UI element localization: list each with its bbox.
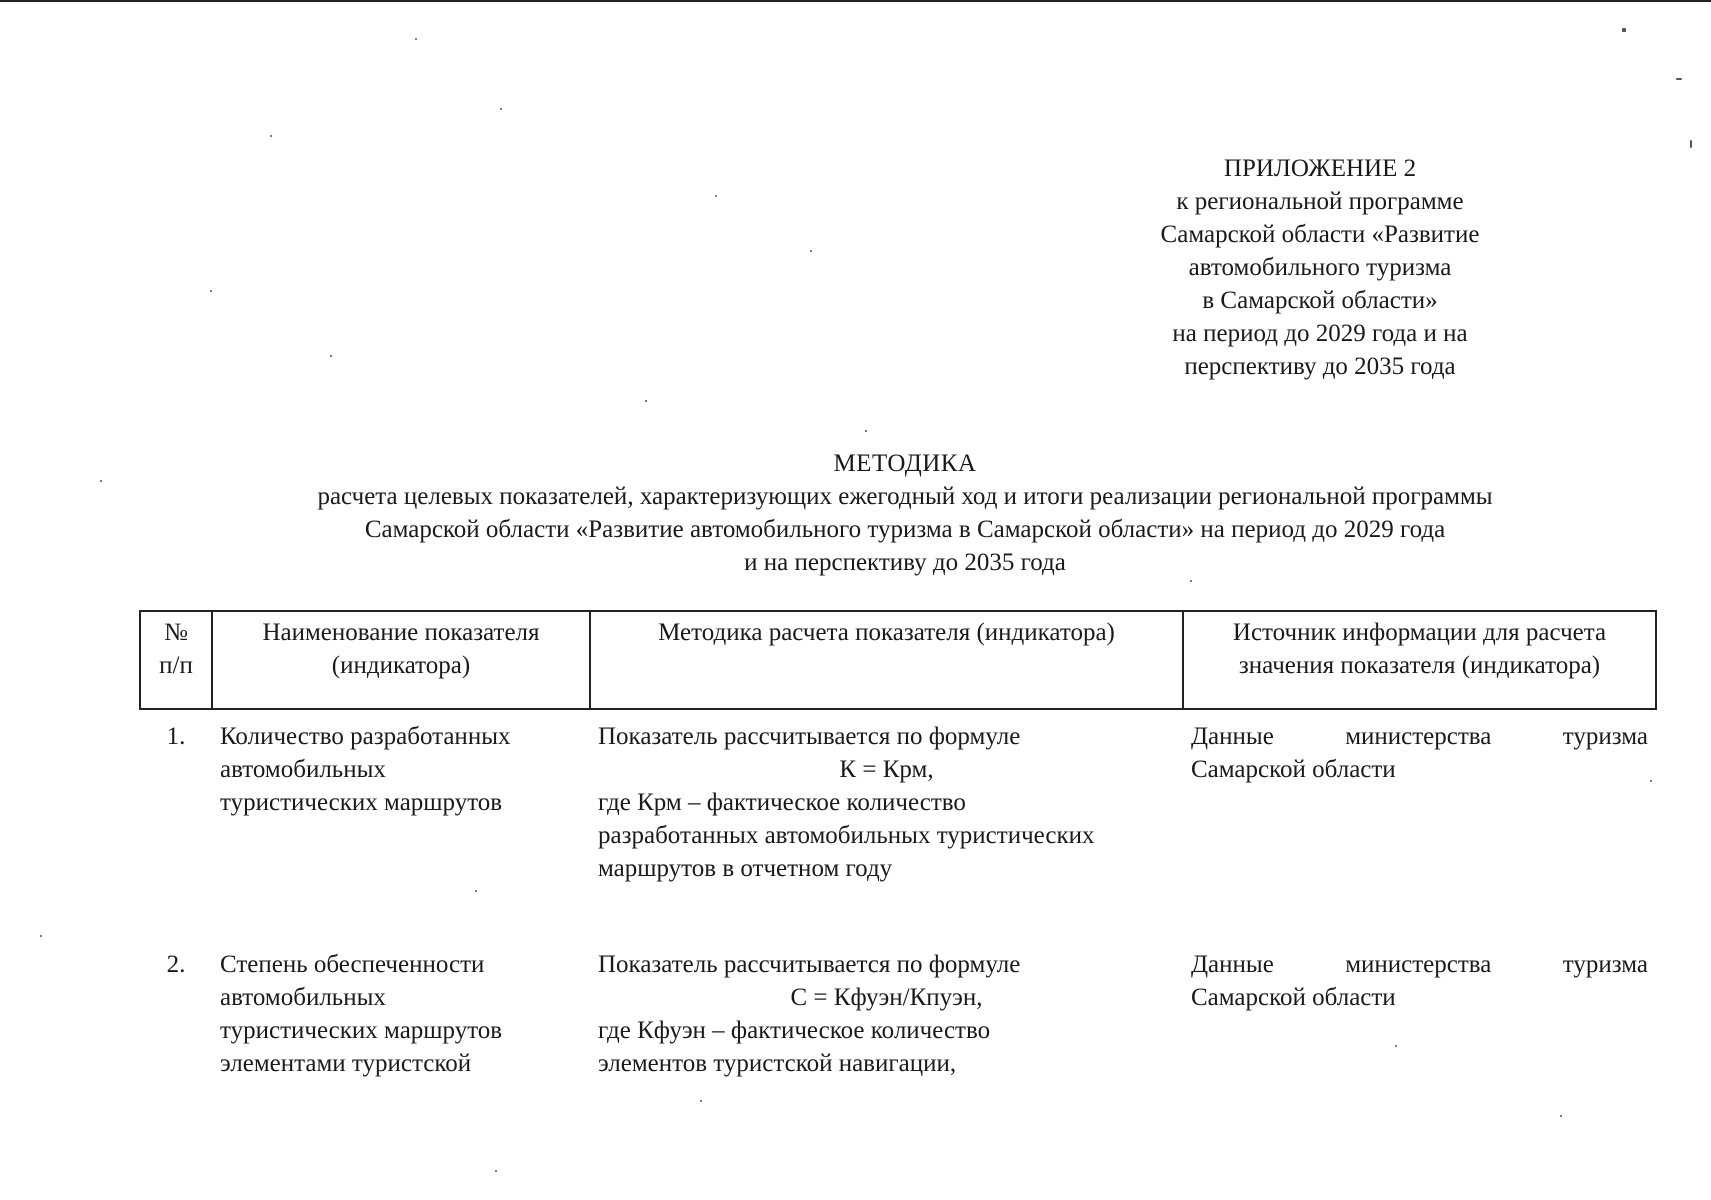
title-subline: и на перспективу до 2035 года	[744, 549, 1066, 576]
document-title	[150, 447, 1660, 579]
appendix-header	[1110, 152, 1530, 383]
header-num: № п/п	[140, 611, 212, 709]
table-row	[140, 709, 1656, 938]
scan-speck	[330, 355, 332, 357]
scan-speck	[700, 1100, 702, 1102]
scan-speck	[495, 1170, 497, 1172]
indicator-name-cell: Степень обеспеченности автомобильных туристических маршрутов элементами туристской	[220, 951, 503, 1077]
table-row	[140, 938, 1656, 1080]
header-name: Наименование показателя (индикатора)	[212, 611, 590, 709]
appendix-line: к региональной программе	[1176, 188, 1464, 215]
scan-speck	[210, 290, 212, 292]
scan-speck	[500, 108, 502, 110]
title-main: МЕТОДИКА	[833, 450, 977, 477]
scan-speck	[865, 430, 867, 432]
scan-speck	[1676, 78, 1682, 80]
scan-speck	[715, 195, 717, 197]
source-line: Данные министерства туризма	[1191, 723, 1648, 750]
method-cell: Показатель рассчитывается по формуле С = Кфуэн/Кпуэн, где Кфуэн – фактическое количество элементов туристской навигации,	[590, 938, 1183, 1080]
method-intro: Показатель рассчитывается по формуле	[598, 951, 1021, 978]
appendix-line: на период до 2029 года и на	[1172, 320, 1468, 347]
source-cell: Данные министерства туризма Самарской области	[1183, 709, 1656, 938]
top-border-rule	[0, 0, 1711, 2]
scan-speck	[475, 890, 477, 892]
appendix-line: ПРИЛОЖЕНИЕ 2	[1223, 155, 1417, 182]
appendix-line: перспективу до 2035 года	[1184, 353, 1456, 380]
indicator-name-cell: Количество разработанных автомобильных туристических маршрутов	[220, 723, 511, 816]
scan-speck	[415, 38, 417, 40]
source-line: Данные министерства туризма	[1191, 951, 1648, 978]
source-cell: Данные министерства туризма Самарской области	[1183, 938, 1656, 1080]
indicators-table	[139, 610, 1657, 1080]
scan-speck	[645, 400, 647, 402]
header-method: Методика расчета показателя (индикатора)	[590, 611, 1183, 709]
scan-speck	[1690, 140, 1692, 148]
scan-speck	[40, 935, 42, 937]
scan-speck	[1622, 28, 1626, 32]
method-cell: Показатель рассчитывается по формуле К = Крм, где Крм – фактическое количество разработанных автомобильных туристических маршрутов в отчетном году	[590, 709, 1183, 938]
indicators-table-wrapper	[139, 610, 1655, 1080]
scan-speck	[270, 135, 272, 137]
appendix-line: автомобильного туризма	[1188, 254, 1452, 281]
formula: К = Крм,	[839, 756, 934, 783]
appendix-line: Самарской области «Развитие	[1160, 221, 1480, 248]
row-number: 1.	[166, 723, 186, 750]
scan-speck	[1560, 1115, 1562, 1117]
scan-speck	[1395, 1045, 1397, 1047]
scan-speck	[810, 250, 812, 252]
formula: С = Кфуэн/Кпуэн,	[790, 984, 983, 1011]
title-subline: Самарской области «Развитие автомобильного туризма в Самарской области» на период до 2029 года	[364, 516, 1446, 543]
header-source: Источник информации для расчета значения показателя (индикатора)	[1183, 611, 1656, 709]
method-intro: Показатель рассчитывается по формуле	[598, 723, 1021, 750]
scan-speck	[100, 480, 102, 482]
title-subline: расчета целевых показателей, характеризующих ежегодный ход и итоги реализации региональной программы	[317, 483, 1493, 510]
table-header-row	[140, 611, 1656, 709]
appendix-line: в Самарской области»	[1202, 287, 1438, 314]
row-number: 2.	[166, 951, 186, 978]
scan-speck	[1190, 580, 1192, 582]
scan-speck	[1650, 780, 1652, 782]
